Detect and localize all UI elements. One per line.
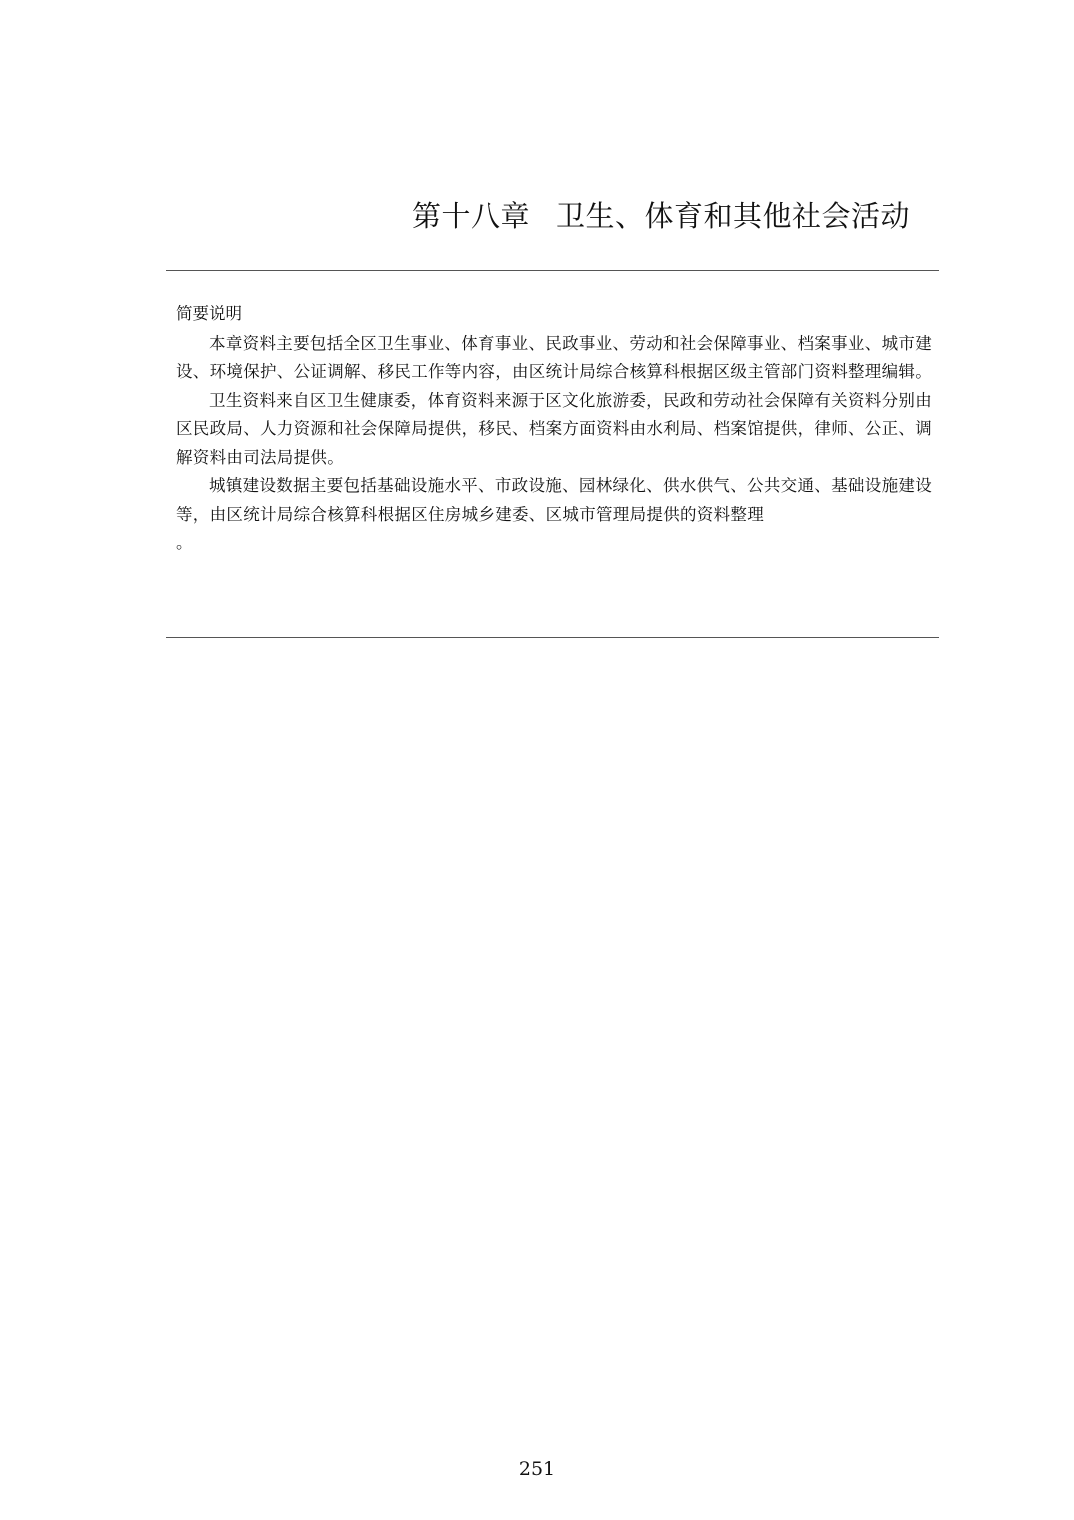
summary-section	[176, 300, 932, 558]
summary-paragraph-3	[176, 472, 932, 558]
chapter-number: 第十八章	[411, 199, 530, 233]
summary-paragraph-3-tail: 。	[176, 533, 193, 552]
bottom-divider	[166, 637, 939, 638]
page-number: 251	[518, 1458, 556, 1480]
top-divider	[166, 270, 939, 271]
summary-paragraph-1: 本章资料主要包括全区卫生事业、体育事业、民政事业、劳动和社会保障事业、档案事业、城市建设、环境保护、公证调解、移民工作等内容，由区统计局综合核算科根据区级主管部门资料整理编辑。	[176, 333, 932, 381]
chapter-title	[300, 196, 910, 236]
summary-paragraph-2: 卫生资料来自区卫生健康委，体育资料来源于区文化旅游委，民政和劳动社会保障有关资料分别由区民政局、人力资源和社会保障局提供，移民、档案方面资料由水利局、档案馆提供，律师、公正、调解资料由司法局提供。	[176, 390, 932, 467]
chapter-name: 卫生、体育和其他社会活动	[555, 199, 910, 233]
summary-heading: 简要说明	[176, 304, 242, 323]
summary-paragraph-3-text: 城镇建设数据主要包括基础设施水平、市政设施、园林绿化、供水供气、公共交通、基础设施建设等，由区统计局综合核算科根据区住房城乡建委、区城市管理局提供的资料整理	[176, 476, 932, 524]
